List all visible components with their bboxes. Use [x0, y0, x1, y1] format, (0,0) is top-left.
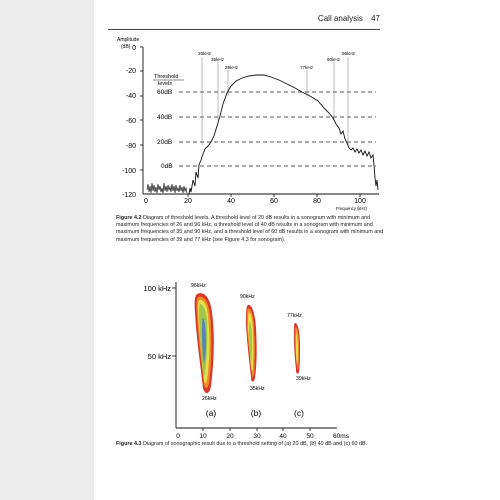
threshold-60db: 60dB — [157, 89, 173, 96]
threshold-heading-line1: Threshold — [154, 74, 179, 80]
call-a-20db — [195, 293, 214, 393]
sonogram-y-tick-100khz: 100 kHz — [143, 284, 171, 293]
y-tick-minus100: -100 — [121, 168, 136, 175]
y-tick-minus20: -20 — [125, 68, 136, 75]
marker-96khz: 96kHz — [342, 51, 356, 56]
sonogram-x-tick-20: 20 — [226, 433, 234, 440]
sonogram-panel-labels — [206, 408, 304, 418]
y-tick-0: 0 — [132, 45, 136, 52]
figure-4-3-caption — [116, 441, 386, 448]
x-tick-100: 100 — [354, 198, 366, 205]
sonogram-x-tick-40: 40 — [279, 433, 287, 440]
marker-77khz: 77kHz — [300, 65, 314, 70]
sonogram-x-tick-labels — [176, 433, 350, 440]
threshold-40db: 40dB — [157, 114, 173, 121]
call-a-top-label: 96kHz — [191, 283, 206, 289]
figure-4-2-caption-label: Figure 4.2 — [116, 215, 142, 221]
figure-4-3-caption-text: Diagram of sonographic result due to a threshold setting of (a) 20 dB, (b) 40 dB and (c) 60 dB. — [142, 441, 368, 447]
call-c-60db — [294, 323, 300, 374]
call-a-bottom-label: 26kHz — [202, 396, 217, 402]
x-axis-label: Frequency (kHz) — [336, 206, 367, 211]
threshold-20db: 20dB — [157, 139, 173, 146]
y-tick-minus80: -80 — [125, 143, 136, 150]
y-axis-label-unit: (dB) — [121, 44, 131, 50]
marker-90khz: 90kHz — [327, 57, 341, 62]
y-tick-minus120: -120 — [121, 192, 136, 199]
sonogram-y-tick-50khz: 50 kHz — [147, 352, 171, 361]
x-tick-80: 80 — [313, 198, 321, 205]
y-tick-minus40: -40 — [125, 93, 136, 100]
call-b-bottom-label: 35kHz — [250, 386, 265, 392]
sonogram-y-tick-marks — [172, 288, 176, 356]
call-c-top-label: 77kHz — [287, 313, 302, 319]
call-b-top-label: 90kHz — [240, 294, 255, 300]
y-tick-minus60: -60 — [125, 118, 136, 125]
panel-label-b: (b) — [250, 408, 262, 418]
marker-26khz: 26kHz — [198, 51, 212, 56]
section-title: Call analysis — [317, 14, 363, 23]
threshold-heading-line2: levels — [158, 81, 173, 87]
panel-label-a: (a) — [205, 408, 217, 418]
panel-label-c: (c) — [294, 408, 304, 418]
x-tick-60: 60 — [270, 198, 278, 205]
marker-39khz: 39kHz — [225, 65, 239, 70]
page-number: 47 — [371, 14, 380, 23]
call-c-bottom-label: 39kHz — [296, 376, 311, 382]
marker-35khz: 35kHz — [211, 57, 225, 62]
call-b-40db — [246, 305, 257, 382]
sonogram-x-tick-marks — [203, 428, 310, 431]
x-tick-40: 40 — [227, 198, 235, 205]
sonogram-x-tick-50: 50 — [306, 433, 314, 440]
y-axis-label-amplitude: Amplitude — [117, 37, 140, 43]
threshold-0db: 0dB — [161, 163, 173, 170]
sonogram-x-tick-0: 0 — [176, 433, 180, 440]
figure-4-3-caption-label: Figure 4.3 — [116, 441, 142, 447]
figure-4-2-caption-text: Diagram of threshold levels. A threshold level of 20 dB results in a sonogram with minimum and maximum frequencies of 26 and 96 kHz, a threshold level of 40 dB results in a sonogram with minimum and maximum frequencies of 35 and 90 kHz, and a threshold level of 60 dB results in a sonogram with minimum and maximum frequencies of 39 and 77 kHz (see Figure 4.3 for sonogram). — [116, 215, 384, 243]
sonogram-x-tick-60ms: 60ms — [333, 433, 349, 440]
x-tick-20: 20 — [184, 198, 192, 205]
sonogram-x-tick-30: 30 — [253, 433, 261, 440]
x-tick-0: 0 — [144, 198, 148, 205]
sonogram-x-tick-10: 10 — [199, 433, 207, 440]
